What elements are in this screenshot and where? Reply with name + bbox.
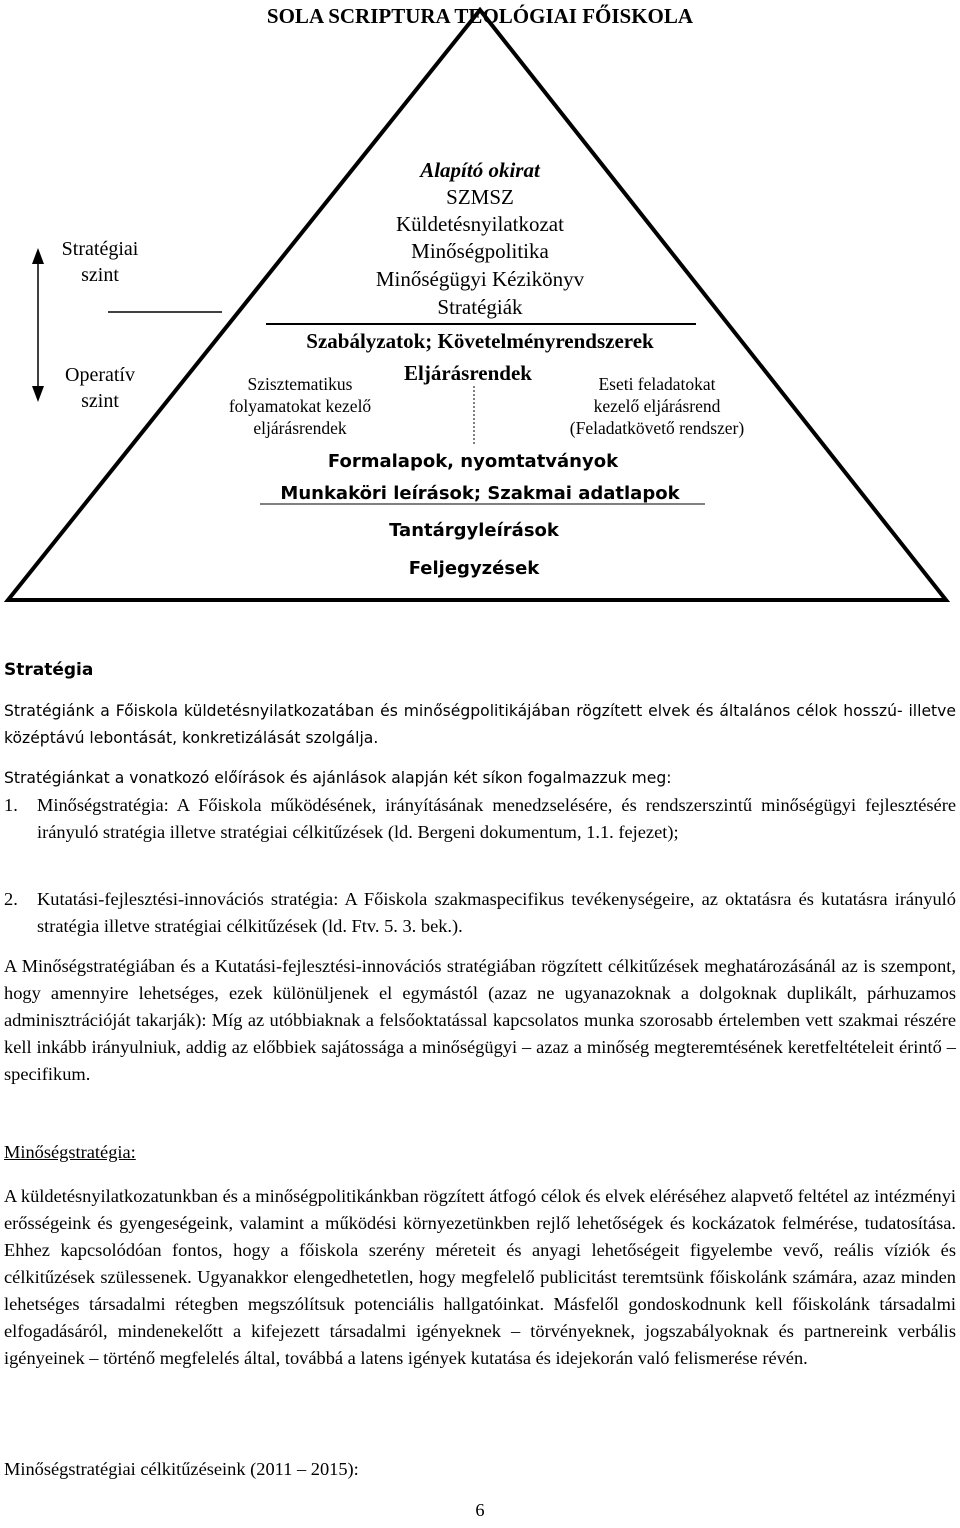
operative-level-label: Operatív szint	[65, 364, 135, 412]
strategy-paragraph-1: Stratégiánk a Főiskola küldetésnyilatkozatában és minőségpolitikájában rögzített elvek és általános célok hosszú- illetve középtávú lebontását, konkretizálását szolgálja.	[4, 702, 956, 747]
pyramid-procedures: Eljárásrendek	[404, 361, 532, 385]
page-title: SOLA SCRIPTURA TEOLÓGIAI FŐISKOLA	[266, 4, 694, 28]
pyramid-top-item: SZMSZ	[446, 185, 514, 209]
systematic-procedures-box: Szisztematikus folyamatokat kezelő eljárásrendek	[228, 374, 372, 438]
pyramid-top-item: Küldetésnyilatkozat	[396, 212, 564, 236]
pyramid-rules: Szabályzatok; Követelményrendszerek	[306, 329, 654, 353]
pyramid-forms: Formalapok, nyomtatványok	[327, 451, 619, 472]
strategy-item-2: 2. Kutatási-fejlesztési-innovációs stratégia: A Főiskola szakmaspecifikus tevékenységeire, az oktatásra és kutatásra irányuló stratégia illetve stratégiai célkitűzések (ld. Ftv. 5. 3. bek.).	[4, 889, 956, 936]
pyramid-job-descriptions: Munkaköri leírások; Szakmai adatlapok	[280, 483, 680, 504]
pyramid-subject-descriptions: Tantárgyleírások	[389, 520, 559, 541]
pyramid-top-item: Minőségügyi Kézikönyv	[375, 267, 585, 291]
page-number: 6	[475, 1500, 485, 1520]
pyramid-top-item: Alapító okirat	[420, 158, 540, 182]
quality-strategy-heading: Minőségstratégia:	[4, 1142, 136, 1162]
strategy-heading: Stratégia	[4, 660, 94, 680]
strategy-paragraph-2: Stratégiánkat a vonatkozó előírások és ajánlások alapján két síkon fogalmazzuk meg:	[4, 769, 672, 787]
strategy-paragraph-3: A Minőségstratégiában és a Kutatási-fejlesztési-innovációs stratégiában rögzített célkitűzések meghatározásánál az is szempont, hogy amennyire lehetséges, ezek különüljenek el egymástól (azaz ne ugyanazoknak a dolgoknak duplikált, párhuzamos adminisztrációját takarják): Míg az utóbbiaknak a felsőoktatással kapcsolatos munka szorosabb értelemben vett szakmai részére kell inkább irányulniuk, addig az előbbiek sajátossága a minőségügyi – azaz a minőség megteremtésének keretfeltételeit érintő – specifikum.	[4, 956, 956, 1084]
pyramid-records: Feljegyzések	[408, 558, 540, 579]
pyramid-top-item: Minőségpolitika	[411, 239, 549, 263]
strategic-level-label: Stratégiai szint	[61, 238, 139, 286]
pyramid-top-item: Stratégiák	[437, 295, 523, 319]
strategy-item-1: 1. Minőségstratégia: A Főiskola működésének, irányításának menedzselésére, és rendszerszintű minőségügyi fejlesztésére irányuló stratégia illetve stratégiai célkitűzések (ld. Bergeni dokumentum, 1.1. fejezet);	[4, 795, 956, 842]
quality-goals-heading: Minőségstratégiai célkitűzéseink (2011 – 2015):	[4, 1459, 359, 1479]
quality-strategy-paragraph: A küldetésnyilatkozatunkban és a minőségpolitikánkban rögzített átfogó célok és elvek eléréséhez alapvető feltétel az intézményi erősségeink és gyengeségeink, valamint a működési környezetünkben rejlő lehetőségek és kockázatok felmérése, tudatosítása. Ehhez kapcsolódóan fontos, hogy a főiskola szerény méreteit és anyagi lehetőségeit figyelembe vevő, reális víziók és célkitűzések szülessenek. Ugyanakkor elengedhetetlen, hogy megfelelő publicitást teremtsünk főiskolánk számára, azaz minden lehetséges társadalmi rétegben megszólítsuk potenciális hallgatóinkat. Másfelől gondoskodnunk kell főiskolánk társadalmi elfogadásáról, mindenekelőtt a kifejezett társadalmi igényeknek – törvényeknek, jogszabályoknak és partnereink verbális igényeinek – történő megfelelés által, továbbá a latens igények kutatása és idejekorán való felismerése révén.	[4, 1186, 956, 1368]
ad-hoc-procedure-box: Eseti feladatokat kezelő eljárásrend (Feladatkövető rendszer)	[569, 374, 745, 438]
